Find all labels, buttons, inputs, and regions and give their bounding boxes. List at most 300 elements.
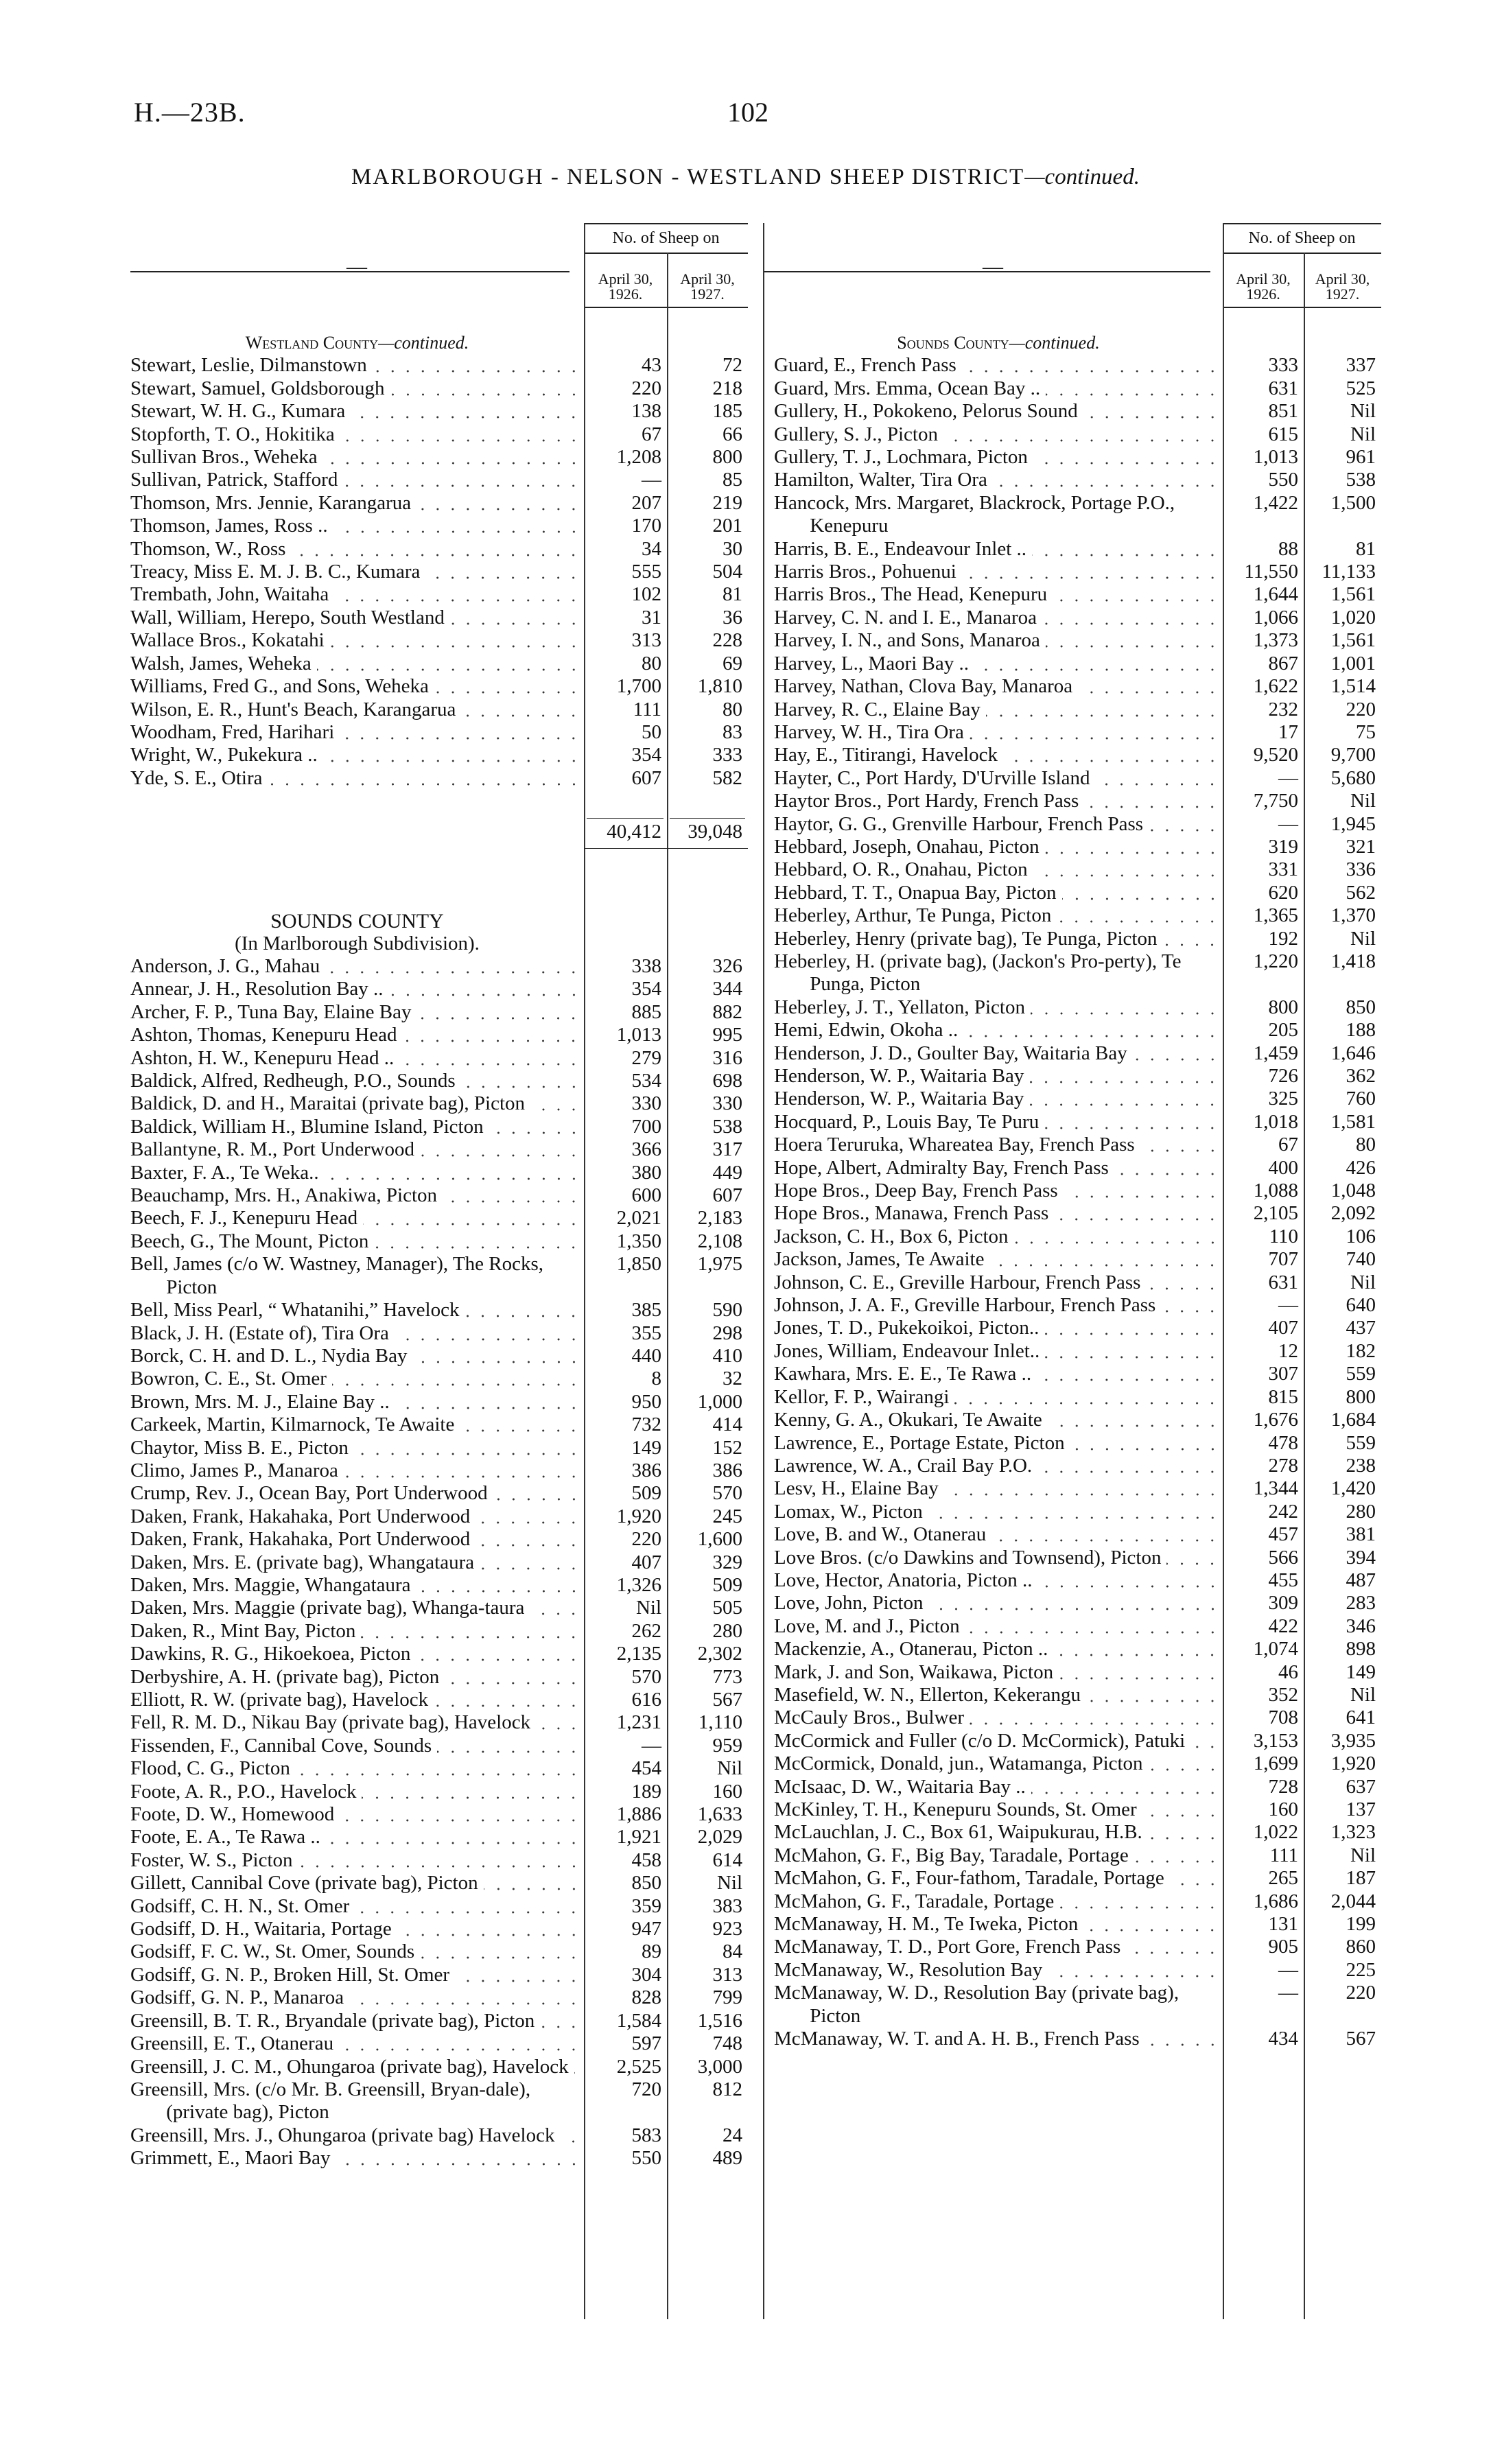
page-number: 102 <box>727 97 768 128</box>
sheep-1927: 5,680 <box>1330 766 1376 789</box>
column-group-header: No. of Sheep on <box>612 229 720 247</box>
name-column-header: — <box>983 255 1003 278</box>
owner-name: McCormick and Fuller (c/o D. McCormick), Patuki <box>774 1729 1186 1752</box>
owner-name: Grimmett, E., Maori Bay <box>130 2147 331 2170</box>
sheep-1927: 812 <box>712 2078 742 2100</box>
sheep-1927: 923 <box>712 1918 742 1940</box>
heading-suffix: —continued. <box>378 333 469 353</box>
owner-name-cell <box>130 1781 584 1803</box>
owner-name-cell <box>130 1895 584 1918</box>
table-row <box>130 2056 748 2078</box>
owner-name-cell <box>774 904 1223 927</box>
table-row <box>130 1138 748 1161</box>
section-subheading: (In Marlborough Subdivision). <box>235 932 480 954</box>
table-row <box>130 1986 748 2009</box>
owner-name-cell <box>774 1248 1223 1271</box>
owner-name: Love, John, Picton <box>774 1592 924 1615</box>
dot-leader <box>325 1162 581 1184</box>
sheep-1927: 386 <box>712 1459 742 1481</box>
dot-leader <box>1146 1271 1220 1294</box>
sheep-1927: 75 <box>1356 720 1376 743</box>
owner-name-cell <box>130 721 584 744</box>
owner-name-cell <box>130 1689 584 1711</box>
table-row <box>774 1477 1381 1500</box>
sheep-1926: 170 <box>631 515 661 537</box>
dot-leader <box>1037 1455 1220 1477</box>
table-row <box>774 1363 1381 1385</box>
sheep-1926: 131 <box>1268 1913 1298 1936</box>
owner-name-cell <box>130 2010 584 2032</box>
sheep-1926: 707 <box>1268 1248 1298 1271</box>
owner-name-cell <box>130 1803 584 1826</box>
owner-name-cell <box>130 653 584 675</box>
owner-name-cell <box>130 1482 584 1505</box>
owner-name-cell <box>774 1569 1223 1592</box>
dot-leader <box>1166 1547 1220 1569</box>
sheep-1926: 867 <box>1268 652 1298 674</box>
sounds-county-section <box>130 910 748 2170</box>
sheep-1926: 380 <box>631 1161 661 1184</box>
owner-name: Harvey, I. N., and Sons, Manaroa <box>774 629 1040 652</box>
owner-name-cell <box>130 2056 584 2078</box>
table-row <box>774 928 1381 950</box>
owner-name: Harvey, Nathan, Clova Bay, Manaroa <box>774 675 1073 698</box>
sheep-1926: 1,365 <box>1253 904 1298 927</box>
dot-leader <box>1014 1225 1220 1248</box>
owner-name: Haytor, G. G., Grenville Harbour, French Pass <box>774 812 1144 835</box>
sheep-1926: 1,700 <box>616 675 661 698</box>
sheep-1926: 207 <box>631 491 661 514</box>
divider <box>584 253 748 254</box>
sheep-1927: 80 <box>723 698 742 720</box>
table-row <box>774 1225 1381 1248</box>
table-row <box>774 653 1381 675</box>
table-row <box>774 607 1381 629</box>
sheep-1926: 478 <box>1268 1431 1298 1454</box>
owner-name: Daken, Mrs. Maggie, Whangataura <box>130 1573 411 1596</box>
sheep-1927: Nil <box>1350 400 1376 423</box>
sheep-1927: 2,108 <box>697 1230 742 1252</box>
sheep-1926: 1,013 <box>1253 446 1298 469</box>
owner-name-cell <box>774 1592 1223 1615</box>
dot-leader <box>298 1849 581 1872</box>
owner-name: Crump, Rev. J., Ocean Bay, Port Underwood <box>130 1482 488 1505</box>
heading-suffix: —continued. <box>1009 333 1100 353</box>
owner-name-cell <box>774 813 1223 836</box>
owner-name-cell <box>130 1001 584 1024</box>
owner-name: Jones, T. D., Pukekoikoi, Picton.. <box>774 1317 1040 1339</box>
owner-name-cell <box>130 423 584 446</box>
sheep-1926: 434 <box>1268 2028 1298 2050</box>
sheep-1927: 640 <box>1346 1294 1376 1317</box>
owner-name-cell <box>774 790 1223 812</box>
owner-name-cell <box>774 469 1223 491</box>
header-line: April 30, <box>598 270 653 288</box>
table-row <box>774 583 1381 606</box>
sheep-1927: 748 <box>712 2032 742 2055</box>
owner-name-cell <box>774 882 1223 904</box>
owner-name-cell <box>774 1042 1223 1065</box>
header-line: 1926. <box>608 285 643 303</box>
dot-leader <box>943 423 1220 446</box>
sheep-1927: 24 <box>723 2124 742 2146</box>
sheep-1927: 228 <box>712 629 742 652</box>
sheep-1927: 567 <box>1346 2028 1376 2050</box>
table-row <box>774 675 1381 698</box>
sheep-1926: 279 <box>631 1046 661 1069</box>
table-row <box>774 1088 1381 1110</box>
table-row <box>774 813 1381 836</box>
owner-name: Mark, J. and Son, Waikawa, Picton <box>774 1661 1054 1683</box>
table-row <box>774 1592 1381 1615</box>
sheep-1927: 509 <box>712 1573 742 1596</box>
sheep-1927: 199 <box>1346 1913 1376 1936</box>
dot-leader <box>1046 629 1220 652</box>
sheep-1926: 407 <box>1268 1317 1298 1339</box>
table-row <box>130 1437 748 1459</box>
sheep-1927: 489 <box>712 2147 742 2170</box>
sheep-1927: 898 <box>1346 1638 1376 1661</box>
owner-name-cell <box>130 561 584 583</box>
sheep-1926: 905 <box>1268 1936 1298 1958</box>
sheep-1926: 43 <box>642 354 661 377</box>
owner-name: Kellor, F. P., Wairangi <box>774 1385 950 1408</box>
sounds-county-continued-section <box>774 331 1381 2050</box>
dot-leader <box>954 1386 1220 1409</box>
dot-leader <box>963 1019 1220 1042</box>
owner-name: Jackson, James, Te Awaite <box>774 1248 985 1271</box>
westland-county-section <box>130 331 748 790</box>
sheep-1926: 149 <box>631 1436 661 1459</box>
sheep-1927: 69 <box>723 652 742 674</box>
sheep-1927: 66 <box>723 423 742 445</box>
owner-name-cell <box>130 583 584 606</box>
owner-name: Love Bros. (c/o Dawkins and Townsend), Picton <box>774 1546 1162 1569</box>
owner-name-cell <box>774 1363 1223 1385</box>
owner-name-cell <box>130 1345 584 1368</box>
column-header-1926 <box>1223 272 1304 302</box>
sheep-1926: 509 <box>631 1482 661 1505</box>
dot-leader <box>1031 996 1220 1019</box>
dot-leader <box>1170 1867 1220 1890</box>
table-row <box>130 721 748 744</box>
owner-name: McManaway, W., Resolution Bay <box>774 1958 1043 1981</box>
westland-total-1926: 40,412 <box>607 821 661 843</box>
sheep-1927: 152 <box>712 1436 742 1459</box>
sheep-1926: — <box>1278 1294 1298 1317</box>
owner-name-cell <box>130 1735 584 1757</box>
sheep-1927: 562 <box>1346 881 1376 904</box>
sheep-1926: 111 <box>633 698 661 720</box>
dot-leader <box>1042 607 1220 629</box>
header-line: 1927. <box>1325 285 1360 303</box>
owner-name-cell <box>130 377 584 400</box>
owner-name: Wright, W., Pukekura .. <box>130 744 318 766</box>
owner-name: Hocquard, P., Louis Bay, Te Puru <box>774 1110 1040 1133</box>
owner-name-cell <box>130 1391 584 1413</box>
owner-name: Hope Bros., Manawa, French Pass <box>774 1202 1049 1225</box>
owner-name-cell <box>130 955 584 978</box>
dot-leader <box>333 515 581 537</box>
sheep-1926: 700 <box>631 1115 661 1138</box>
owner-name: Henderson, W. P., Waitaria Bay <box>774 1088 1024 1110</box>
sheep-1926: 885 <box>631 1000 661 1023</box>
dot-leader <box>355 1895 581 1918</box>
dot-leader <box>1083 1913 1220 1936</box>
dot-leader <box>330 629 581 652</box>
sheep-1927: 3,935 <box>1330 1729 1376 1752</box>
column-header-1926 <box>584 272 667 302</box>
sheep-1926: 386 <box>631 1459 661 1481</box>
sheep-1927: 1,810 <box>697 675 742 698</box>
table-row <box>130 1459 748 1482</box>
sheep-1926: — <box>1278 1982 1298 2004</box>
owner-name-cell <box>130 1666 584 1689</box>
dot-leader <box>989 1248 1220 1271</box>
owner-name: Trembath, John, Waitaha <box>130 583 329 606</box>
sheep-1926: 615 <box>1268 423 1298 445</box>
sheep-1927: 218 <box>712 377 742 399</box>
owner-name-cell <box>130 1207 584 1230</box>
owner-name-cell <box>774 538 1223 561</box>
owner-name-cell <box>130 1643 584 1665</box>
sheep-1926: 440 <box>631 1344 661 1367</box>
sheep-1927: 1,514 <box>1330 675 1376 698</box>
dot-leader <box>325 955 581 978</box>
sheep-1927: 641 <box>1346 1706 1376 1729</box>
dot-leader <box>416 492 581 515</box>
dot-leader <box>445 1666 581 1689</box>
sheep-1927: 538 <box>1346 469 1376 491</box>
table-row <box>774 699 1381 721</box>
owner-name: Hay, E., Titirangi, Havelock <box>774 744 998 766</box>
table-row <box>774 1569 1381 1592</box>
sheep-1927: 1,561 <box>1330 629 1376 652</box>
owner-name-cell <box>774 1615 1223 1638</box>
dot-leader <box>362 1781 581 1803</box>
dot-leader <box>1059 1661 1220 1684</box>
dot-leader <box>480 1551 581 1574</box>
table-row <box>774 1867 1381 1890</box>
dot-leader <box>351 400 581 423</box>
owner-name: McLauchlan, J. C., Box 61, Waipukurau, H.B. <box>774 1821 1142 1844</box>
owner-name-cell <box>774 1821 1223 1844</box>
sheep-1926: 1,326 <box>616 1573 661 1596</box>
owner-name-cell <box>130 1597 584 1619</box>
dot-leader <box>476 1505 581 1528</box>
table-row <box>130 583 748 606</box>
sheep-1926: 355 <box>631 1322 661 1344</box>
sheep-1926: 309 <box>1268 1592 1298 1615</box>
owner-name-cell <box>130 2032 584 2055</box>
sheep-1926: 160 <box>1268 1798 1298 1820</box>
sheep-1926: 815 <box>1268 1385 1298 1408</box>
owner-name: Hoera Teruruka, Whareatea Bay, French Pass <box>774 1134 1135 1156</box>
dot-leader <box>416 1574 581 1597</box>
sheep-1927: 187 <box>1346 1867 1376 1890</box>
owner-name-cell <box>774 1706 1223 1729</box>
owner-name: Godsiff, F. C. W., St. Omer, Sounds <box>130 1940 415 1963</box>
owner-name: Guard, E., French Pass <box>774 354 956 377</box>
sheep-1927: 1,001 <box>1330 652 1376 674</box>
sheep-1926: 400 <box>1268 1156 1298 1179</box>
sheep-1926: 2,135 <box>616 1643 661 1665</box>
table-row <box>130 629 748 652</box>
table-row <box>130 1070 748 1092</box>
owner-name: Harris Bros., Pohuenui <box>774 561 956 583</box>
owner-name: Gillett, Cannibal Cove (private bag), Picton <box>130 1872 478 1894</box>
owner-name-cell <box>130 767 584 790</box>
table-row <box>130 538 748 561</box>
table-row <box>774 1661 1381 1684</box>
sheep-1927: 336 <box>1346 858 1376 881</box>
sheep-1926: 947 <box>631 1918 661 1940</box>
sheep-1927: 437 <box>1346 1317 1376 1339</box>
sheep-1926: 1,022 <box>1253 1821 1298 1844</box>
sheep-1927: 1,975 <box>697 1253 742 1276</box>
sheep-1927: 426 <box>1346 1156 1376 1179</box>
sheep-1926: 616 <box>631 1689 661 1711</box>
owner-name: Jackson, C. H., Box 6, Picton <box>774 1225 1009 1247</box>
westland-total-1927: 39,048 <box>688 821 742 843</box>
dot-leader <box>493 1482 581 1505</box>
dot-leader <box>361 1620 581 1643</box>
owner-name-cell <box>774 1730 1223 1752</box>
dot-leader <box>395 1391 581 1413</box>
table-row <box>130 1872 748 1894</box>
sheep-1926: 534 <box>631 1070 661 1092</box>
owner-name-cell <box>774 629 1223 652</box>
table-row <box>774 1730 1381 1752</box>
owner-name: Harvey, R. C., Elaine Bay <box>774 698 981 720</box>
sheep-1926: 80 <box>642 652 661 674</box>
table-row <box>774 1111 1381 1134</box>
header-line: 1926. <box>1246 285 1280 303</box>
dot-leader <box>1029 1065 1220 1088</box>
dot-leader <box>944 1477 1220 1500</box>
sheep-1927: 330 <box>712 1092 742 1115</box>
table-row <box>130 1643 748 1665</box>
owner-name-cell <box>774 1798 1223 1821</box>
table-row <box>774 1959 1381 1982</box>
sheep-1927: Nil <box>1350 927 1376 950</box>
owner-name-cell <box>774 583 1223 606</box>
dot-leader <box>574 2056 581 2078</box>
owner-name: Greensill, J. C. M., Ohungaroa (private bag), Havelock <box>130 2055 569 2078</box>
owner-name-cell <box>130 469 584 491</box>
dot-leader <box>928 1501 1220 1523</box>
sheep-1927: 219 <box>712 491 742 514</box>
owner-name: Baxter, F. A., Te Weka.. <box>130 1161 319 1184</box>
owner-name: Bowron, C. E., St. Omer <box>130 1368 327 1390</box>
owner-name: Gullery, S. J., Picton <box>774 423 938 445</box>
header-line: April 30, <box>1315 270 1370 288</box>
sheep-1926: 800 <box>1268 996 1298 1018</box>
dot-leader <box>420 1940 581 1963</box>
dot-leader <box>1161 1294 1220 1317</box>
dot-leader <box>437 1735 581 1757</box>
owner-name: Heberley, Henry (private bag), Te Punga, Picton <box>774 927 1158 950</box>
dot-leader <box>460 1413 581 1436</box>
sheep-1927: 582 <box>712 766 742 789</box>
sheep-1927: Nil <box>1350 1271 1376 1293</box>
sheep-1927: 201 <box>712 515 742 537</box>
owner-name: Hemi, Edwin, Okoha .. <box>774 1019 959 1042</box>
owner-name-cell <box>130 1826 584 1849</box>
dot-leader <box>1083 400 1220 423</box>
sheep-1926: 333 <box>1268 354 1298 377</box>
sheep-1926: 220 <box>631 1528 661 1551</box>
column-header-1927 <box>1304 272 1381 302</box>
sheep-1926: 455 <box>1268 1569 1298 1591</box>
owner-name-cell <box>774 561 1223 583</box>
sheep-1926: 232 <box>1268 698 1298 720</box>
owner-name-cell <box>130 1872 584 1894</box>
sheep-1926: — <box>1278 812 1298 835</box>
sheep-1926: 304 <box>631 1963 661 1986</box>
owner-name: Love, B. and W., Otanerau <box>774 1523 987 1546</box>
sheep-1927: 2,302 <box>697 1643 742 1665</box>
owner-name-cell <box>130 1162 584 1184</box>
table-row <box>774 1936 1381 1958</box>
total-rule <box>670 818 745 819</box>
sheep-1926: 1,850 <box>616 1253 661 1276</box>
owner-name: McCauly Bros., Bulwer <box>774 1706 965 1729</box>
table-row <box>130 767 748 790</box>
sheep-1926: Nil <box>635 1597 661 1619</box>
owner-name-cell <box>130 1253 584 1299</box>
sheep-1927: 280 <box>1346 1500 1376 1523</box>
owner-name-cell <box>130 1711 584 1734</box>
table-row <box>130 1528 748 1551</box>
sheep-1927: 137 <box>1346 1798 1376 1820</box>
table-row <box>774 950 1381 996</box>
dot-leader <box>1149 1752 1220 1775</box>
dot-leader <box>434 1689 581 1711</box>
owner-name-cell <box>774 950 1223 996</box>
owner-name: Bell, James (c/o W. Wastney, Manager), The Rocks, Picton <box>130 1253 543 1298</box>
owner-name-cell <box>130 629 584 652</box>
owner-name-cell <box>774 1088 1223 1110</box>
dot-leader <box>1162 928 1220 950</box>
owner-name: Hope Bros., Deep Bay, French Pass <box>774 1180 1058 1202</box>
table-row <box>130 1964 748 1986</box>
owner-name: Daken, Mrs. E. (private bag), Whangataura <box>130 1551 475 1573</box>
divider <box>1223 307 1381 308</box>
sheep-1926: 354 <box>631 744 661 766</box>
owner-name: Dawkins, R. G., Hikoekoea, Picton <box>130 1643 411 1665</box>
dot-leader <box>268 767 582 790</box>
dot-leader <box>1048 1409 1220 1431</box>
sheep-1927: 800 <box>712 446 742 469</box>
dot-leader <box>326 1826 581 1849</box>
table-row <box>774 400 1381 423</box>
owner-name: Masefield, W. N., Ellerton, Kekerangu <box>774 1683 1081 1706</box>
sheep-1927: 850 <box>1346 996 1376 1018</box>
owner-name: McMahon, G. F., Four-fathom, Taradale, Portage <box>774 1867 1164 1890</box>
dot-leader <box>929 1592 1221 1615</box>
sheep-1926: 2,021 <box>616 1207 661 1230</box>
owner-name: Ballantyne, R. M., Port Underwood <box>130 1138 415 1161</box>
owner-name: Wall, William, Herepo, South Westland <box>130 606 445 629</box>
table-row <box>130 1666 748 1689</box>
owner-name: Carkeek, Martin, Kilmarnock, Te Awaite <box>130 1413 455 1436</box>
sheep-1926: 12 <box>1278 1339 1298 1362</box>
divider <box>584 223 748 224</box>
sheep-1927: 84 <box>723 1940 742 1963</box>
document-reference: H.—23B. <box>134 97 246 128</box>
sheep-1926: 11,550 <box>1244 561 1298 583</box>
